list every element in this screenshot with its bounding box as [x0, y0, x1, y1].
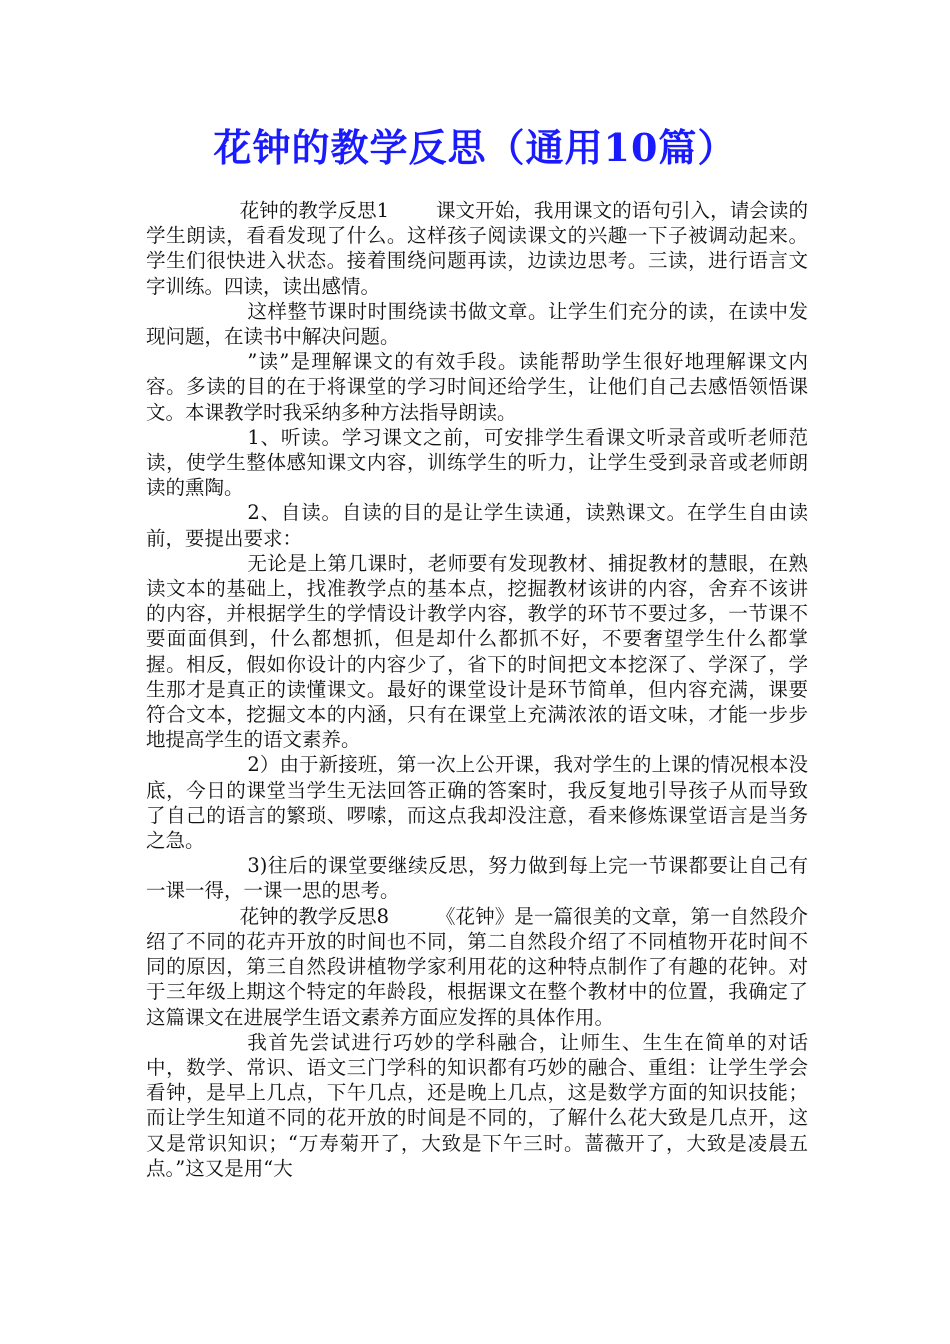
paragraph: 无论是上第几课时，老师要有发现教材、捕捉教材的慧眼，在熟读文本的基础上，找准教学点的基本点，挖掘教材该讲的内容，舍弃不该讲的内容，并根据学生的学情设计教学内容，教学的环节不要过多，一节课不要面面俱到，什么都想抓，但是却什么都抓不好，不要奢望学生什么都掌握。相反，假如你设计的内容少了，省下的时间把文本挖深了、学深了，学生那才是真正的读懂课文。最好的课堂设计是环节简单，但内容充满，课要符合文本，挖掘文本的内涵，只有在课堂上充满浓浓的语文味，才能一步步地提高学生的语文素养。 [146, 551, 808, 752]
paragraph: 2、自读。自读的目的是让学生读通，读熟课文。在学生自由读前，要提出要求： [146, 501, 808, 550]
section-heading: 花钟的教学反思8 [239, 904, 390, 928]
paragraph: 我首先尝试进行巧妙的学科融合，让师生、生生在简单的对话中，数学、常识、语文三门学科的知识都有巧妙的融合、重组：让学生学会看钟，是早上几点，下午几点，还是晚上几点，这是数学方面的知识技能；而让学生知道不同的花开放的时间是不同的，了解什么花大致是几点开，这又是常识知识；“万寿菊开了，大致是下午三时。蔷薇开了，大致是凌晨五点。”这又是用“大 [146, 1030, 808, 1180]
paragraph-text: 课文开始，我用课文的语句引入，请会读的学生朗读，看看发现了什么。这样孩子阅读课文的兴趣一下子被调动起来。学生们很快进入状态。接着围绕问题再读，边读边思考。三读，进行语言文字训练。四读，读出感情。 [146, 199, 808, 298]
section-heading: 花钟的教学反思1 [239, 199, 390, 222]
paragraph: 这样整节课时时围绕读书做文章。让学生们充分的读，在读中发现问题，在读书中解决问题。 [146, 299, 808, 349]
paragraph: 2）由于新接班，第一次上公开课，我对学生的上课的情况根本没底，今日的课堂当学生无法回答正确的答案时，我反复地引导孩子从而导致了自己的语言的繁琐、啰嗦，而这点我却没注意，看来修炼课堂语言是当务之急。 [146, 753, 808, 853]
paragraph-text: 《花钟》是一篇很美的文章，第一自然段介绍了不同的花卉开放的时间也不同，第二自然段介绍了不同植物开花时间不同的原因，第三自然段讲植物学家利用花的这种特点制作了有趣的花钟。对于三年级上期这个特定的年龄段，根据课文在整个教材中的位置，我确定了这篇课文在进展学生语文素养方面应发挥的具体作用。 [146, 904, 808, 1029]
paragraph: 1、听读。学习课文之前，可安排学生看课文听录音或听老师范读，使学生整体感知课文内容，训练学生的听力，让学生受到录音或老师朗读的熏陶。 [146, 425, 808, 500]
paragraph [146, 198, 808, 299]
paragraph [146, 904, 808, 1030]
paragraph: 3)往后的课堂要继续反思，努力做到每上完一节课都要让自己有一课一得，一课一思的思考。 [146, 854, 808, 903]
document-title: 花钟的教学反思（通用10篇） [213, 125, 737, 170]
paragraph: ”读”是理解课文的有效手段。读能帮助学生很好地理解课文内容。多读的目的在于将课堂的学习时间还给学生，让他们自己去感悟领悟课文。本课教学时我采纳多种方法指导朗读。 [146, 350, 808, 424]
document-body [146, 198, 808, 1181]
